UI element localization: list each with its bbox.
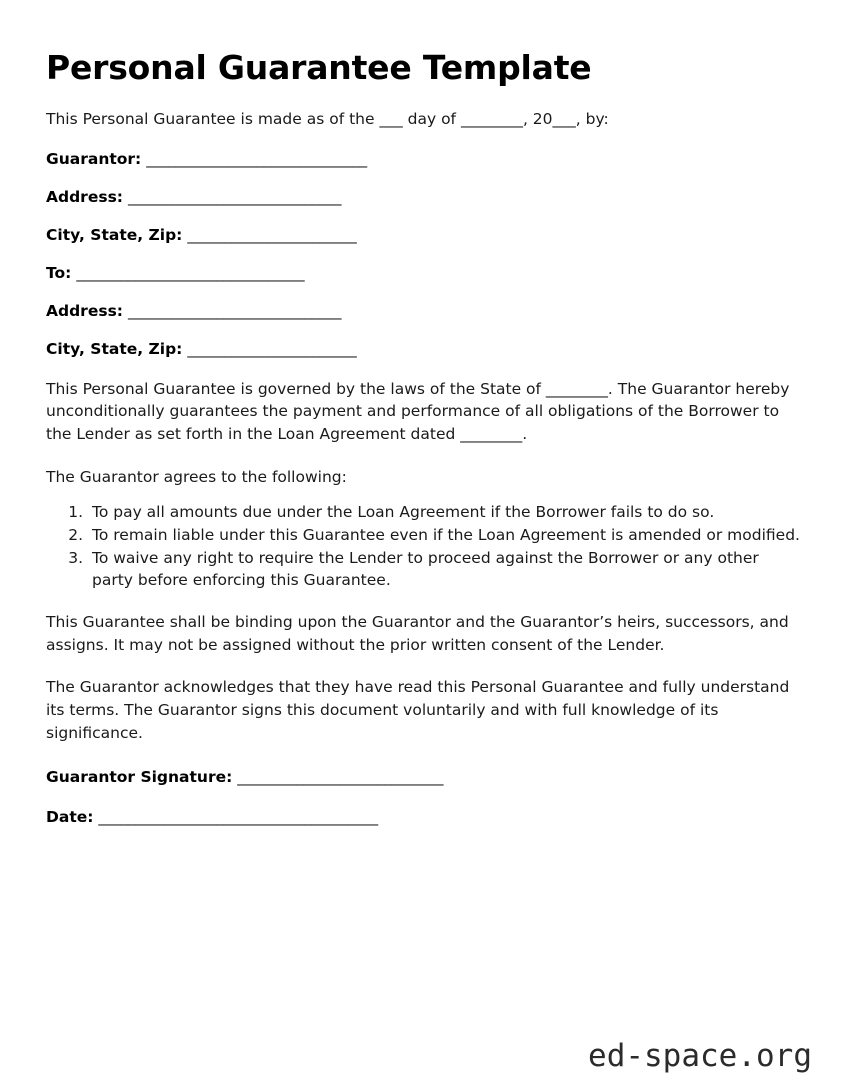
field-label-date: Date:	[46, 807, 94, 826]
field-label-guarantor-address: Address:	[46, 187, 123, 206]
footer-watermark: ed-space.org	[588, 1038, 812, 1074]
field-blank-guarantor-signature[interactable]: ____________________________	[237, 767, 444, 786]
acknowledgement-paragraph: The Guarantor acknowledges that they have read this Personal Guarantee and fully understand its terms. The Guarantor signs this document voluntarily and with full knowledge of its significance.	[46, 678, 790, 742]
field-label-lender-city-state-zip: City, State, Zip:	[46, 340, 183, 359]
field-row-guarantor	[46, 149, 802, 169]
field-blank-to[interactable]: _______________________________	[76, 264, 305, 283]
governing-law-paragraph: This Personal Guarantee is governed by the laws of the State of ________. The Guarantor hereby unconditionally guarantees the payment and performance of all obligations of the Borrower to the Lender as set forth in the Loan Agreement dated ________.	[46, 379, 790, 444]
agrees-intro-line: The Guarantor agrees to the following:	[46, 467, 347, 486]
field-label-guarantor: Guarantor:	[46, 149, 142, 168]
field-label-lender-address: Address:	[46, 302, 123, 321]
intro-sentence: This Personal Guarantee is made as of the ___ day of ________, 20___, by:	[46, 110, 609, 129]
field-row-date	[46, 807, 802, 827]
binding-paragraph: This Guarantee shall be binding upon the Guarantor and the Guarantor’s heirs, successors, and assigns. It may not be assigned without the prior written consent of the Lender.	[46, 612, 789, 654]
field-label-guarantor-signature: Guarantor Signature:	[46, 767, 233, 786]
list-item: 1. To pay all amounts due under the Loan Agreement if the Borrower fails to do so.	[88, 501, 802, 523]
field-blank-lender-address[interactable]: _____________________________	[127, 302, 342, 321]
terms-list	[46, 501, 802, 591]
field-blank-lender-city-state-zip[interactable]: _______________________	[187, 340, 357, 359]
list-item: 3. To waive any right to require the Lender to proceed against the Borrower or any other party before enforcing this Guarantee.	[88, 547, 802, 591]
field-row-to	[46, 263, 802, 283]
page-title: Personal Guarantee Template	[46, 48, 592, 87]
field-blank-guarantor-address[interactable]: _____________________________	[127, 187, 342, 206]
field-blank-date[interactable]: ______________________________________	[98, 807, 378, 826]
field-row-lender-address	[46, 301, 802, 321]
field-row-guarantor-signature	[46, 767, 802, 787]
document-body	[46, 50, 802, 847]
field-row-lender-city-state-zip	[46, 339, 802, 359]
signature-block	[46, 767, 802, 827]
list-item: 2. To remain liable under this Guarantee even if the Loan Agreement is amended or modified.	[88, 524, 802, 546]
field-row-guarantor-address	[46, 187, 802, 207]
field-row-guarantor-city-state-zip	[46, 225, 802, 245]
field-blank-guarantor[interactable]: ______________________________	[146, 149, 367, 168]
field-label-to: To:	[46, 264, 72, 283]
field-blank-guarantor-city-state-zip[interactable]: _______________________	[187, 226, 357, 245]
field-label-guarantor-city-state-zip: City, State, Zip:	[46, 226, 183, 245]
